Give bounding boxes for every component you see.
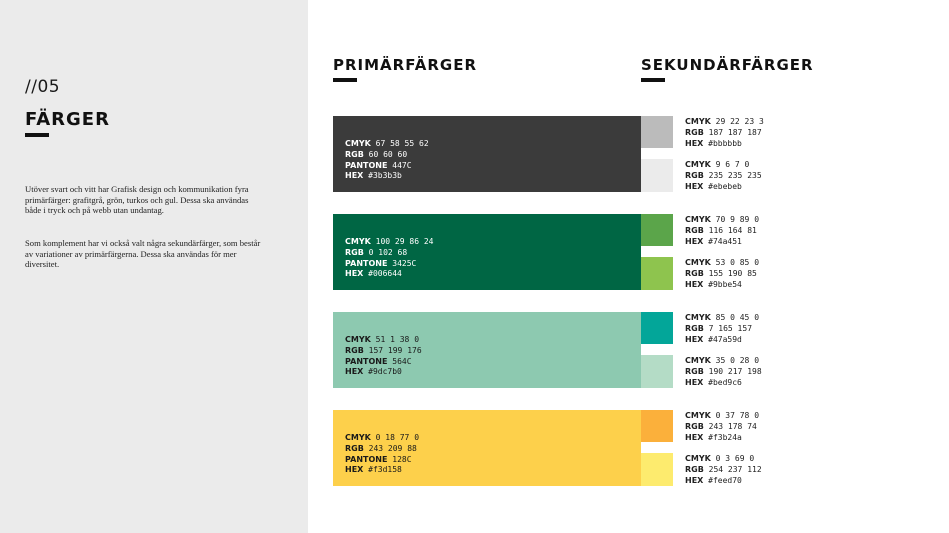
secondary-swatch xyxy=(641,257,673,290)
sidebar-panel xyxy=(0,0,308,533)
secondary-swatch xyxy=(641,312,673,344)
secondary-color-info: CMYK 35 0 28 0 RGB 190 217 198 HEX #bed9c6 xyxy=(685,356,762,387)
primary-color-info: CMYK 100 29 86 24 RGB 0 102 68 PANTONE 3425C HEX #006644 xyxy=(345,237,434,279)
secondary-color-info: CMYK 53 0 85 0 RGB 155 190 85 HEX #9bbe54 xyxy=(685,258,760,289)
primary-color-block xyxy=(333,410,641,486)
secondary-swatch xyxy=(641,214,673,246)
primary-heading: PRIMÄRFÄRGER xyxy=(333,56,478,74)
section-number: //05 xyxy=(25,77,61,97)
secondary-paragraph: Som komplement har vi också valt några sekundärfärger, som består av variationer av primärfärgerna. Dessa ska användas för mer diversitet. xyxy=(25,238,261,269)
secondary-color-info: CMYK 9 6 7 0 RGB 235 235 235 HEX #ebebeb xyxy=(685,160,762,191)
primary-heading-underline xyxy=(333,78,357,82)
title-underline xyxy=(25,133,49,137)
primary-color-info: CMYK 51 1 38 0 RGB 157 199 176 PANTONE 564C HEX #9dc7b0 xyxy=(345,335,422,377)
primary-color-block xyxy=(333,214,641,290)
page-title: FÄRGER xyxy=(25,109,110,130)
secondary-color-info: CMYK 0 3 69 0 RGB 254 237 112 HEX #feed70 xyxy=(685,454,762,485)
intro-paragraph: Utöver svart och vitt har Grafisk design och kommunikation fyra primärfärger: grafitgrå, grön, turkos och gul. Dessa ska användas både i tryck och på webb utan undantag. xyxy=(25,184,249,215)
primary-color-info: CMYK 67 58 55 62 RGB 60 60 60 PANTONE 447C HEX #3b3b3b xyxy=(345,139,429,181)
secondary-swatch xyxy=(641,453,673,486)
secondary-heading-underline xyxy=(641,78,665,82)
secondary-swatch xyxy=(641,410,673,442)
secondary-swatch xyxy=(641,355,673,388)
primary-color-block xyxy=(333,116,641,192)
secondary-swatch xyxy=(641,116,673,148)
secondary-color-info: CMYK 29 22 23 3 RGB 187 187 187 HEX #bbbbbb xyxy=(685,117,764,148)
primary-color-block xyxy=(333,312,641,388)
primary-color-info: CMYK 0 18 77 0 RGB 243 209 88 PANTONE 128C HEX #f3d158 xyxy=(345,433,420,475)
secondary-swatch xyxy=(641,159,673,192)
secondary-heading: SEKUNDÄRFÄRGER xyxy=(641,56,814,74)
secondary-color-info: CMYK 70 9 89 0 RGB 116 164 81 HEX #74a451 xyxy=(685,215,760,246)
secondary-color-info: CMYK 85 0 45 0 RGB 7 165 157 HEX #47a59d xyxy=(685,313,760,344)
secondary-color-info: CMYK 0 37 78 0 RGB 243 178 74 HEX #f3b24a xyxy=(685,411,760,442)
